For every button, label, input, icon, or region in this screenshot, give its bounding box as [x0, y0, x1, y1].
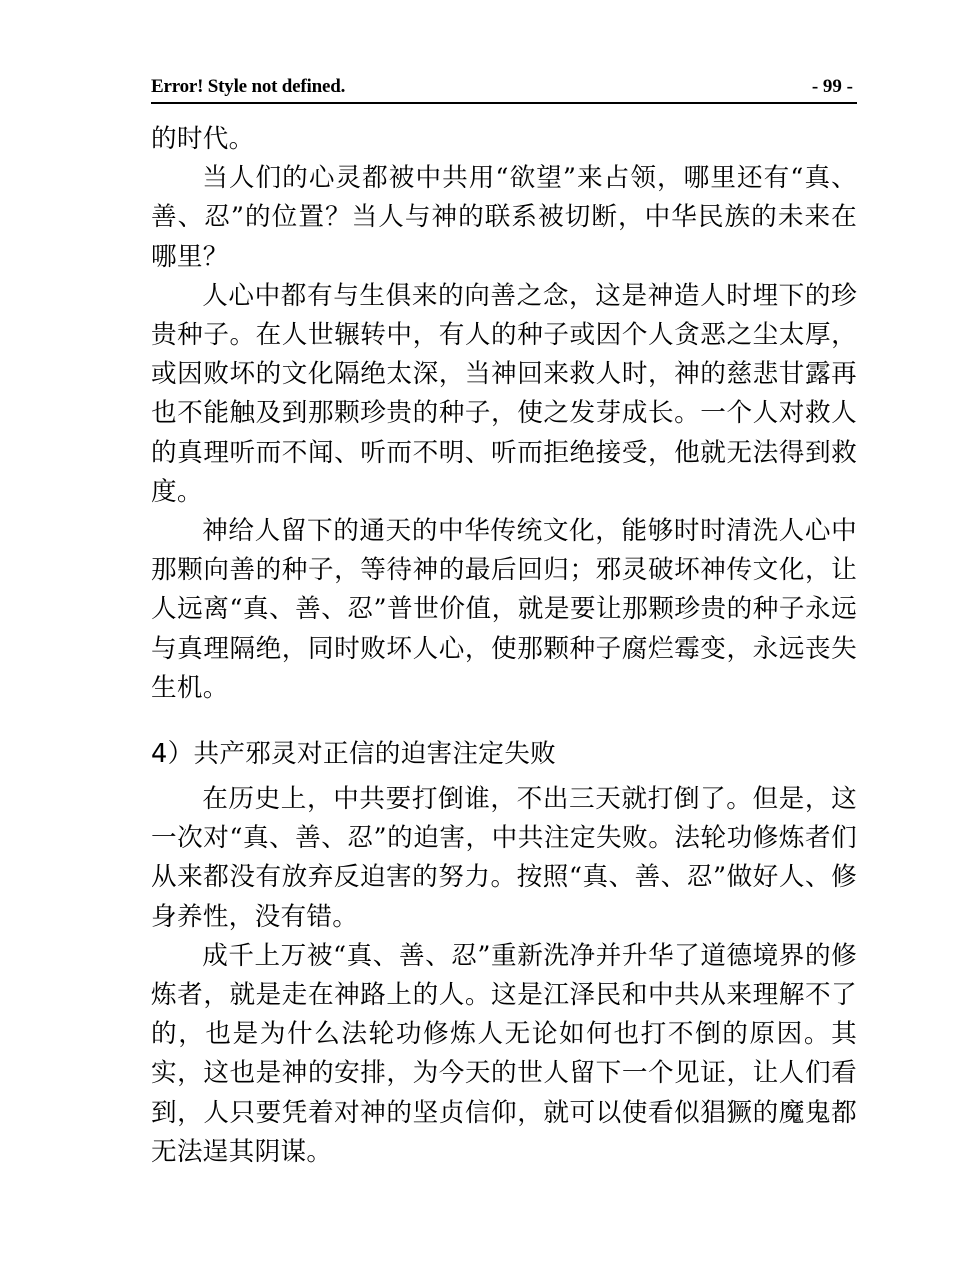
paragraph: 人心中都有与生俱来的向善之念，这是神造人时埋下的珍贵种子。在人世辗转中，有人的种子或因个人贪恶之尘太厚，或因败坏的文化隔绝太深，当神回来救人时，神的慈悲甘露再也不能触及到那颗珍贵的种子，使之发芽成长。一个人对救人的真理听而不闻、听而不明、听而拒绝接受，他就无法得到救度。: [151, 280, 857, 507]
paragraph: 在历史上，中共要打倒谁，不出三天就打倒了。但是，这一次对“真、善、忍”的迫害，中共注定失败。法轮功修炼者们从来都没有放弃反迫害的努力。按照“真、善、忍”做好人、修身养性，没有错。: [151, 784, 857, 932]
document-page: [151, 72, 857, 1172]
document-body: [151, 120, 857, 1172]
page-number: - 99 -: [811, 76, 853, 97]
running-header: [151, 72, 857, 104]
paragraph: 当人们的心灵都被中共用“欲望”来占领，哪里还有“真、善、忍”的位置？当人与神的联系被切断，中华民族的未来在哪里？: [151, 163, 857, 272]
section-heading: 4）共产邪灵对正信的迫害注定失败: [151, 739, 556, 770]
paragraph-continuation: 的时代。: [151, 124, 255, 154]
paragraph: 成千上万被“真、善、忍”重新洗净并升华了道德境界的修炼者，就是走在神路上的人。这是江泽民和中共从来理解不了的，也是为什么法轮功修炼人无论如何也打不倒的原因。其实，这也是神的安排，为今天的世人留下一个见证，让人们看到，人只要凭着对神的坚贞信仰，就可以使看似猖獗的魔鬼都无法逞其阴谋。: [151, 940, 857, 1167]
paragraph: 神给人留下的通天的中华传统文化，能够时时清洗人心中那颗向善的种子，等待神的最后回归；邪灵破坏神传文化，让人远离“真、善、忍”普世价值，就是要让那颗珍贵的种子永远与真理隔绝，同时败坏人心，使那颗种子腐烂霉变，永远丧失生机。: [151, 516, 857, 703]
header-title: Error! Style not defined.: [151, 76, 346, 97]
